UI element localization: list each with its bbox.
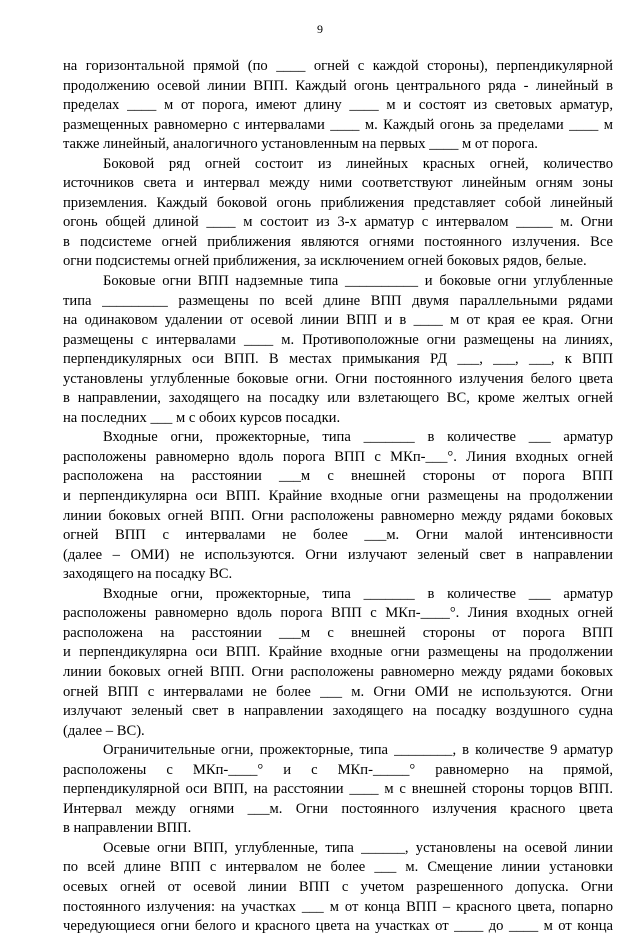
text-line: на последних ___ м с обоих курсов посадки. [63, 409, 341, 426]
text-line: также линейный, аналогичного установленным на первых ____ м от порога. [63, 136, 538, 153]
text-line: установлены углубленные боковые огни. Огни постоянного излучения белого цвета [63, 370, 613, 387]
document-body [63, 57, 613, 937]
text-line: размещены с интервалами ____ м. Противоположные огни размещены на линиях, [63, 331, 613, 348]
text-line: перпендикулярных оси ВПП. В местах примыкания РД ___, ___, ___, к ВПП [63, 351, 613, 368]
text-line: Ограничительные огни, прожекторные, типа ________, в количестве 9 арматур [103, 742, 613, 759]
text-line: линии боковых огней ВПП. Огни расположены равномерно между рядами боковых [63, 663, 613, 680]
text-line: огонь общей длиной ____ м состоит из 3-х арматур с интервалом _____ м. Огни [63, 214, 613, 231]
text-line: огни подсистемы огней приближения, за исключением огней боковых рядов, белые. [63, 253, 587, 270]
text-line: по всей длине ВПП с интервалом не более ___ м. Смещение линии установки [63, 859, 613, 876]
text-line: продолжению осевой линии ВПП. Каждый огонь центрального ряда - линейный в [63, 77, 613, 94]
text-line: Входные огни, прожекторные, типа _______ в количестве ___ арматур [103, 429, 613, 446]
text-line: расположены равномерно вдоль порога ВПП с МКп-____°. Линия входных огней [63, 605, 613, 622]
text-line: линии боковых огней ВПП. Огни расположены равномерно между рядами боковых [63, 507, 613, 524]
text-line: чередующиеся огни белого и красного цвета на участках от ____ до ____ м от конца [63, 918, 613, 935]
text-line: заходящего на посадку ВС. [63, 566, 233, 583]
text-line: перпендикулярной оси ВПП, на расстоянии ____ м с внешней стороны торцов ВПП. [63, 781, 613, 798]
text-line: на одинаковом удалении от осевой линии ВПП и в ____ м от края ее края. Огни [63, 312, 613, 329]
text-line: размещенных равномерно с интервалами ____ м. Каждый огонь за пределами ____ м [63, 116, 613, 133]
text-line: расположена на расстоянии ___м с внешней стороны от порога ВПП [63, 468, 613, 485]
text-line: источников света и интервал между ними соответствуют линейным огням зоны [63, 175, 613, 192]
text-line: и перпендикулярна оси ВПП. Крайние входные огни размещены на продолжении [63, 644, 613, 661]
text-line: Боковой ряд огней состоит из линейных красных огней, количество [103, 155, 613, 172]
text-line: и перпендикулярна оси ВПП. Крайние входные огни размещены на продолжении [63, 488, 613, 505]
text-line: (далее – ВС). [63, 722, 145, 739]
text-line: приземления. Каждый боковой огонь приближения представляет собой линейный [63, 194, 613, 211]
text-line: расположены равномерно вдоль порога ВПП с МКп-___°. Линия входных огней [63, 448, 613, 465]
text-line: типа _________ размещены по всей длине ВПП двумя параллельными рядами [63, 292, 613, 309]
text-line: постоянного излучения: на участках ___ м от конца ВПП – красного цвета, попарно [63, 898, 613, 915]
text-line: в подсистеме огней приближения являются огнями постоянного излучения. Все [63, 233, 613, 250]
text-line: расположены с МКп-____° и с МКп-_____° равномерно на прямой, [63, 761, 613, 778]
text-line: Осевые огни ВПП, углубленные, типа ______, установлены на осевой линии [103, 839, 613, 856]
text-line: (далее – ОМИ) не используются. Огни излучают зеленый свет в направлении [63, 546, 613, 563]
text-line: огней ВПП с интервалами не более ___м. Огни малой интенсивности [63, 527, 613, 544]
text-line: в направлении ВПП. [63, 820, 192, 837]
page-number: 9 [317, 22, 323, 36]
text-line: огней ВПП с интервалами не более ___ м. Огни ОМИ не используются. Огни [63, 683, 613, 700]
text-line: на горизонтальной прямой (по ____ огней с каждой стороны), перпендикулярной [63, 58, 613, 74]
text-line: Входные огни, прожекторные, типа _______ в количестве ___ арматур [103, 585, 613, 602]
text-line: осевых огней от осевой линии ВПП с учетом разрешенного допуска. Огни [63, 878, 613, 895]
text-line: пределах ____ м от порога, имеют длину ____ м и состоят из световых арматур, [63, 97, 613, 114]
text-line: расположена на расстоянии ___м с внешней стороны от порога ВПП [63, 624, 613, 641]
text-line: Интервал между огнями ___м. Огни постоянного излучения красного цвета [63, 800, 613, 817]
text-line: в направлении, заходящего на посадку или взлетающего ВС, кроме желтых огней [63, 390, 613, 407]
text-line: Боковые огни ВПП надземные типа __________ и боковые огни углубленные [103, 273, 613, 290]
text-line: излучают зеленый свет в направлении заходящего на посадку воздушного судна [63, 703, 613, 720]
